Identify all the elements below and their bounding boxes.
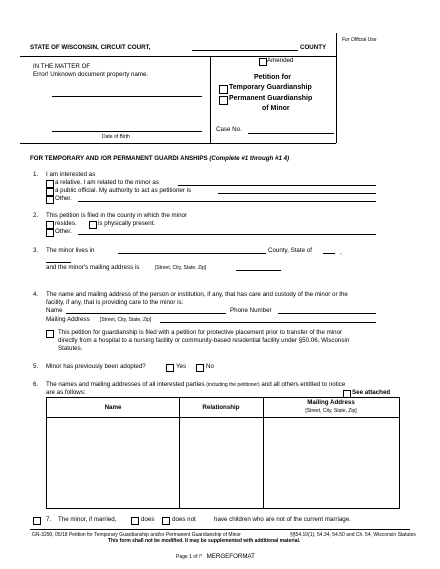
form-heading	[30, 155, 289, 162]
official-line[interactable]	[218, 193, 376, 194]
item2-number: 2.	[33, 212, 39, 219]
item2-other-label: Other.	[55, 228, 72, 235]
item3-mailing-line[interactable]	[236, 270, 281, 271]
footer-statutes: §§54.10(1), 54.34, 54.50 and Ch. 54, Wisconsin Statutes	[290, 532, 416, 538]
item3-mailing-hint: [Street, City, State, Zip]	[155, 265, 207, 271]
item3-comma: ,	[340, 249, 342, 256]
protective-line3: Statutes.	[58, 345, 83, 352]
temporary-checkbox[interactable]	[219, 85, 228, 94]
footer-page-text: Page 1 of \*	[176, 554, 203, 560]
item4-number: 4.	[33, 291, 39, 298]
item4-line2: facility, if any, that is providing care to the minor is:	[46, 299, 184, 306]
case-no-line[interactable]	[248, 133, 334, 134]
does-label: does	[141, 516, 155, 523]
county-lives-line[interactable]	[118, 253, 266, 254]
official-label: a public official. My authority to act as petitioner is	[55, 187, 192, 194]
footer-rule	[30, 529, 410, 530]
custodian-name-line[interactable]	[66, 313, 226, 314]
parties-table	[46, 397, 400, 509]
adopted-yes-label: Yes	[176, 363, 187, 370]
dob-line[interactable]	[52, 131, 202, 132]
petition-for-label: Petition for	[254, 74, 291, 81]
col-mailing-hint: [Street, City, State, Zip]	[305, 408, 357, 414]
official-use-label: For Official Use	[342, 37, 377, 43]
resides-checkbox[interactable]	[46, 221, 54, 229]
error-text: Error! Unknown document property name.	[33, 71, 149, 78]
col-name-header: Name	[104, 404, 122, 411]
item1-other-checkbox[interactable]	[46, 196, 54, 204]
phone-line[interactable]	[278, 313, 376, 314]
item7-checkbox[interactable]	[33, 517, 41, 525]
adopted-no-checkbox[interactable]	[196, 364, 204, 372]
official-checkbox[interactable]	[46, 188, 54, 196]
item2-label: This petition is filed in the county in which the minor	[46, 212, 188, 219]
item3-label: The minor lives in	[46, 247, 95, 254]
item6-number: 6.	[33, 381, 39, 388]
footer-notice: This form shall not be modified. It may be supplemented with additional material.	[108, 538, 301, 544]
protective-line2: directly from a hospital to a nursing facility or community-based residential facility under §50.06, Wisconsin	[58, 337, 350, 344]
adopted-no-label: No	[206, 363, 214, 370]
case-no-label: Case No.	[216, 126, 242, 133]
does-checkbox[interactable]	[131, 517, 139, 525]
item5-number: 5.	[33, 363, 39, 370]
caption-bottom-rule	[20, 143, 336, 144]
item7-number: 7.	[46, 516, 52, 523]
footer-form-id: GN-3290, 05/18 Petition for Temporary Guardianship and/or Permanent Guardianship of Minor	[32, 532, 241, 538]
matter-of-label: IN THE MATTER OF	[33, 63, 91, 70]
item1-label: I am interested as	[46, 171, 96, 178]
custodian-mailing-hint: [Street, City, State, Zip]	[100, 317, 152, 323]
item7-text-a: The minor, if married,	[58, 516, 117, 523]
footer-page	[176, 545, 255, 563]
item1-number: 1.	[33, 171, 39, 178]
of-minor-label: of Minor	[262, 105, 290, 112]
dob-label: Date of Birth	[102, 134, 130, 140]
form-heading-note: (Complete #1 through #1 4)	[209, 155, 290, 162]
present-label: is physically present.	[98, 220, 156, 227]
see-attached-label: See attached	[352, 389, 391, 396]
item6-line1	[46, 381, 345, 388]
item3-number: 3.	[33, 247, 39, 254]
phone-label: Phone Number	[230, 307, 272, 314]
temporary-label: Temporary Guardianship	[229, 84, 312, 91]
county-blank[interactable]	[192, 50, 298, 51]
adopted-label: Minor has previously been adopted?	[46, 363, 146, 370]
protective-placement-checkbox[interactable]	[46, 330, 54, 338]
item2-other-line[interactable]	[78, 234, 376, 235]
custodian-name-label: Name	[46, 307, 63, 314]
item4-line1: The name and mailing address of the person or institution, if any, that has care and custody of the minor or the	[46, 291, 348, 298]
custodian-mailing-label: Mailing Address	[46, 316, 90, 323]
present-checkbox[interactable]	[89, 221, 97, 229]
does-not-checkbox[interactable]	[162, 517, 170, 525]
footer-mergeformat: MERGEFORMAT	[206, 553, 255, 560]
permanent-checkbox[interactable]	[219, 96, 228, 105]
resides-label: resides.	[55, 220, 77, 227]
form-heading-main: FOR TEMPORARY AND /OR PERMANENT GUARDI ANSHIPS	[30, 155, 208, 162]
item6-line1c: and all others entitled to notice	[261, 381, 346, 388]
relative-label: a relative. I am related to the minor as	[55, 179, 159, 186]
minor-name-line[interactable]	[52, 96, 202, 97]
item2-other-checkbox[interactable]	[46, 229, 54, 237]
mailing-prefix-line[interactable]	[46, 262, 71, 263]
official-use-border	[336, 33, 337, 143]
custodian-mailing-line[interactable]	[160, 322, 376, 323]
relative-line[interactable]	[178, 185, 376, 186]
county-state-label: County, State of	[268, 247, 312, 254]
caption-divider	[210, 57, 211, 143]
item7-text-b: have children who are not of the current marriage.	[214, 516, 351, 523]
item6-line1a: The names and mailing addresses of all interested parties	[46, 381, 205, 388]
col-relationship-header: Relationship	[202, 404, 240, 411]
relative-checkbox[interactable]	[46, 180, 54, 188]
item6-line2: are as follows:	[46, 389, 86, 396]
county-label: COUNTY	[300, 44, 327, 51]
item1-other-line[interactable]	[78, 201, 376, 202]
item1-other-label: Other.	[55, 195, 72, 202]
adopted-yes-checkbox[interactable]	[166, 364, 174, 372]
amended-label: Amended	[267, 57, 294, 64]
amended-checkbox[interactable]	[259, 58, 267, 66]
court-label: STATE OF WISCONSIN, CIRCUIT COURT,	[30, 44, 151, 51]
protective-line1: This petition for guardianship is filed with a petition for protective placement prior to transfer of the minor	[58, 329, 343, 336]
state-line[interactable]	[323, 253, 335, 254]
permanent-label: Permanent Guardianship	[229, 95, 313, 102]
col-mailing-header: Mailing Address	[307, 399, 355, 406]
item6-line1b: (including the petitioner)	[206, 382, 260, 388]
item3-mailing-label: and the minor's mailing address is	[46, 264, 140, 271]
does-not-label: does not	[172, 516, 196, 523]
